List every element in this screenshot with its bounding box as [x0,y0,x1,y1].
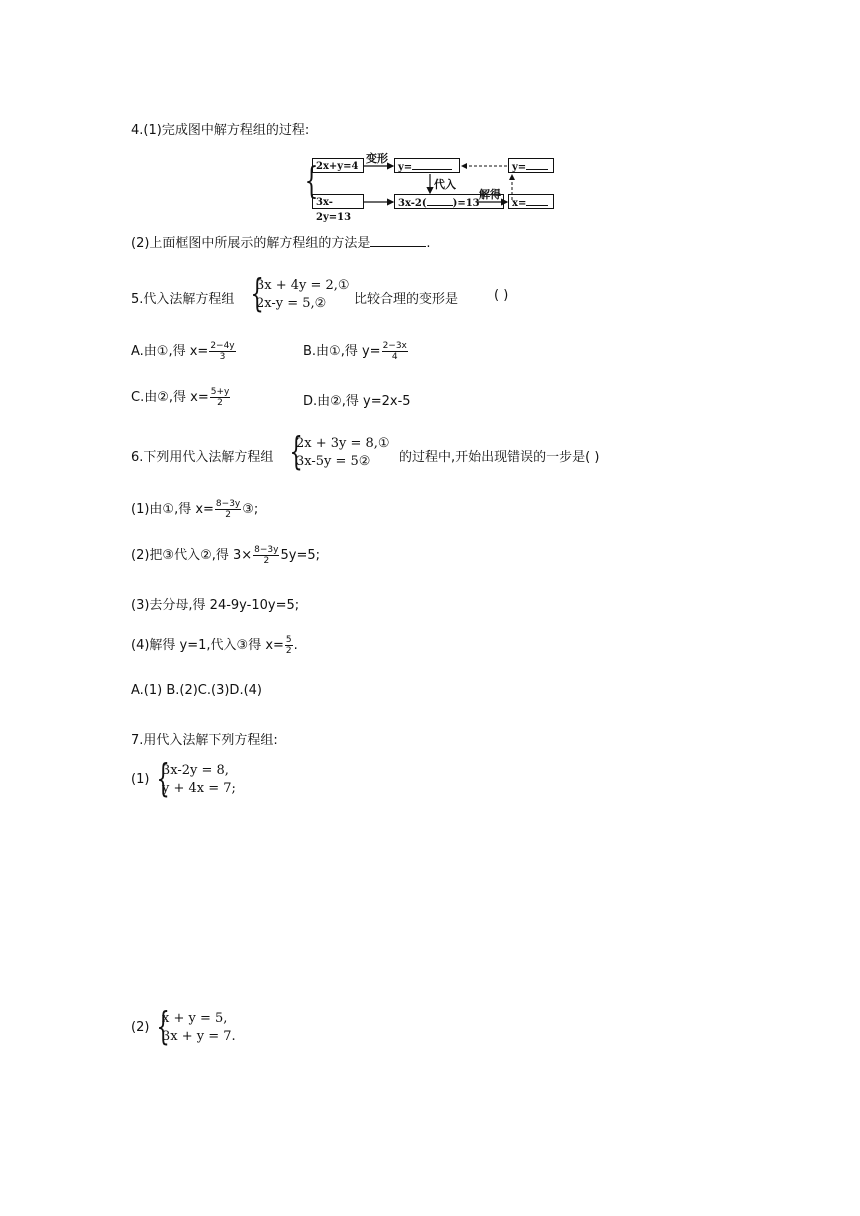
q6-system [296,435,390,471]
q5-option-b[interactable]: B.由①,得 y= $\frac{2-3x}{4}$ [303,341,407,362]
diagram-arrows [298,152,560,216]
q5-option-a[interactable]: A.由①,得 x= $\frac{2-4y}{3}$ [131,341,235,362]
y-expr-box: y= [394,158,460,173]
substitute-label: 代入 [434,178,456,191]
q6-stem-suffix: 的过程中,开始出现错误的一步是( ) [399,450,600,465]
q6-step-3: (3)去分母,得 24-9y-10y=5; [131,598,300,613]
q6-brace: { [289,429,303,473]
q5-option-d[interactable]: D.由②,得 y=2x-5 [303,394,411,409]
q7-part1-eq2: y + 4x = 7; [162,781,236,796]
q7-part1-system [162,762,236,798]
q7-part1-eq1: 3x-2y = 8, [162,763,229,778]
q6-step-1: (1)由①,得 x= $\frac{8-3y}{2}$ ③; [131,499,259,520]
q6-options[interactable]: A.(1) B.(2)C.(3)D.(4) [131,683,262,698]
q5-stem-suffix: 比较合理的变形是 [354,292,459,307]
q4-part1-text: 4.(1)完成图中解方程组的过程: [131,123,310,138]
q6-step-4: (4)解得 y=1,代入③得 x= $\frac{5}{2}$ . [131,635,298,656]
q7-part2-eq2: 3x + y = 7. [162,1029,236,1044]
q7-part1-label: (1) [131,772,150,787]
q5-system [256,277,350,313]
q5-eq1: 3x + 4y = 2,① [256,278,350,293]
q4-diagram [298,152,560,223]
q5-brace: { [250,271,264,315]
substitution-box: 3x-2( )=13 [394,194,504,209]
q7-part2-brace: { [156,1004,170,1048]
q6-stem-prefix: 6.下列用代入法解方程组 [131,450,274,465]
eq1-box: 2x+y=4 [312,158,364,173]
q5-option-c[interactable]: C.由②,得 x= $\frac{5+y}{2}$ [131,387,230,408]
left-brace: { [304,161,319,202]
q7-stem: 7.用代入法解下列方程组: [131,733,278,748]
transform-label: 变形 [366,152,388,165]
q7-part2-label: (2) [131,1020,150,1035]
q4-part2-text: (2)上面框图中所展示的解方程组的方法是 . [131,236,431,251]
q6-step-2: (2)把③代入②,得 3× $\frac{8-3y}{2}$ 5y=5; [131,545,320,566]
eq2-box: 3x-2y=13 [312,194,364,209]
q7-part1-brace: { [156,756,170,800]
q7-part2-eq1: x + y = 5, [162,1011,228,1026]
q7-part2-system [162,1010,236,1046]
y-result-box: y= [508,158,554,173]
q5-stem-prefix: 5.代入法解方程组 [131,292,235,307]
q5-eq2: 2x-y = 5,② [256,296,327,311]
x-result-box: x= [508,194,554,209]
q6-eq2: 3x-5y = 5② [296,454,371,469]
solve-label: 解得 [479,188,501,201]
q5-answer-paren: ( ) [494,288,509,303]
q6-eq1: 2x + 3y = 8,① [296,436,390,451]
